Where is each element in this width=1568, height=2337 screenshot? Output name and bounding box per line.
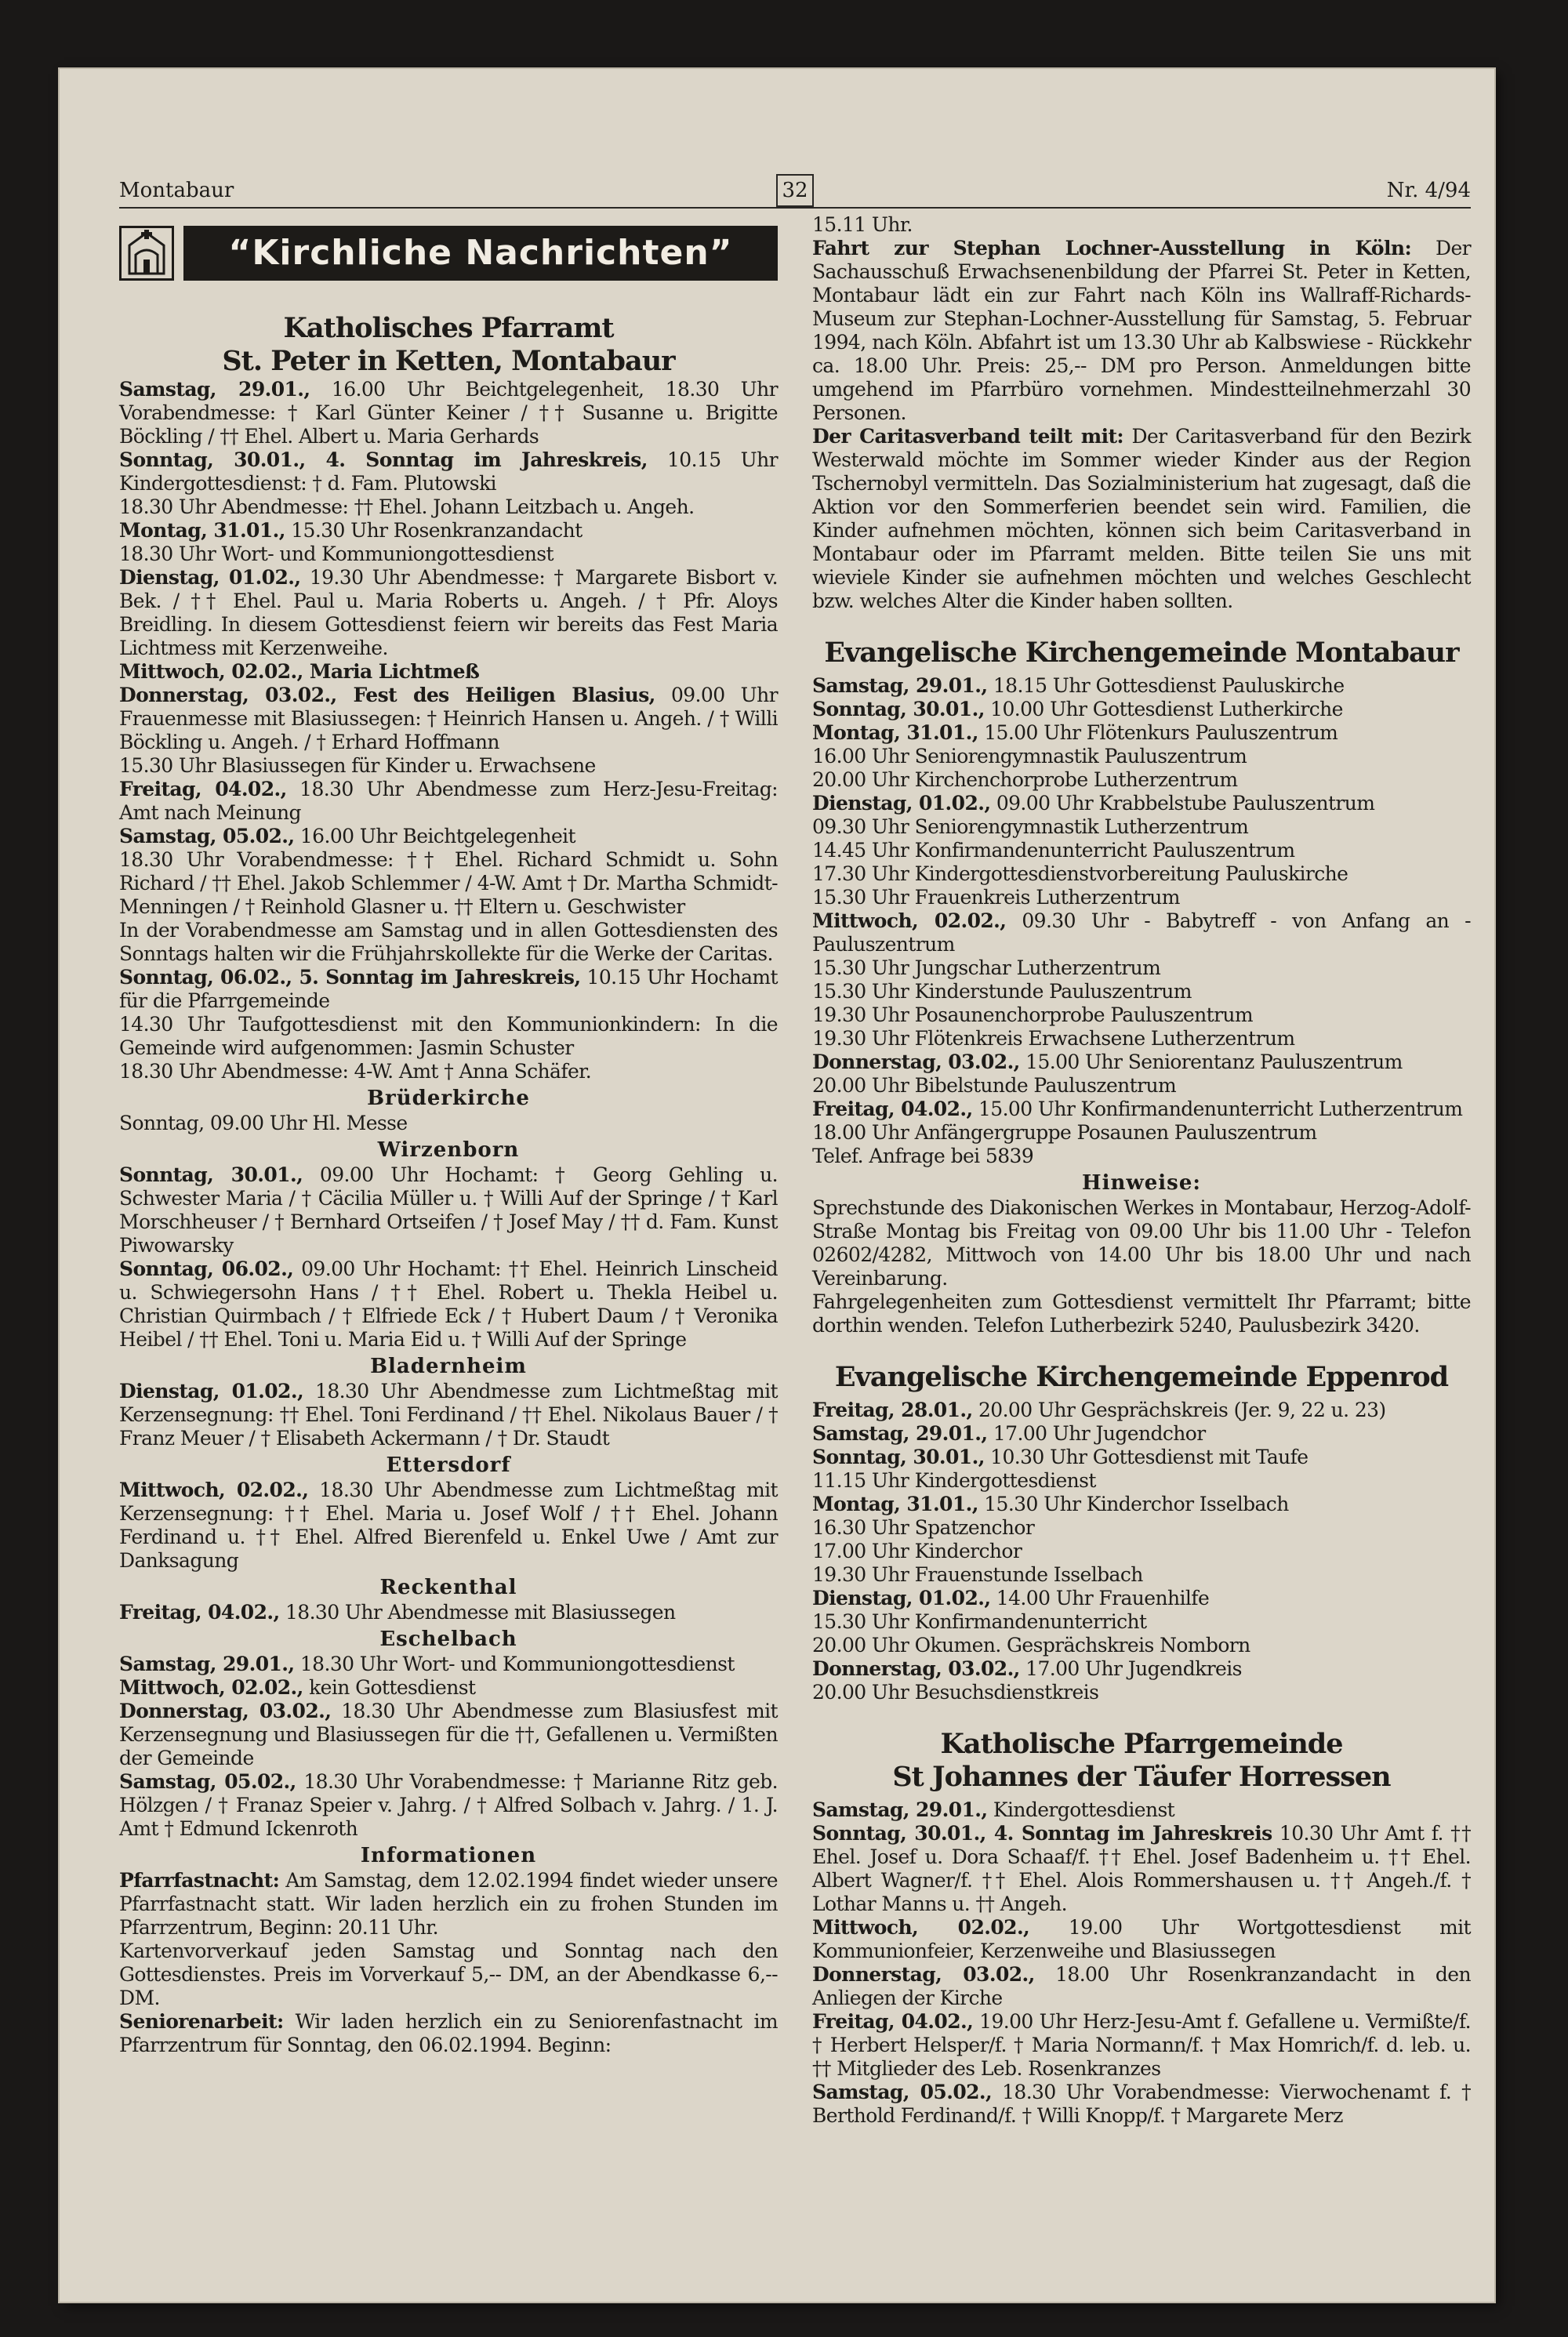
entry-date: Samstag, 29.01.,	[812, 1422, 988, 1445]
entry-date: Mittwoch, 02.02., Maria Lichtmeß	[119, 660, 480, 683]
entry-text: 16.00 Uhr Beichtgelegenheit	[294, 825, 575, 847]
entry-text: 15.30 Uhr Frauenkreis Lutherzentrum	[812, 886, 1180, 909]
entry-text: 16.00 Uhr Seniorengymnastik Pauluszentrum	[812, 745, 1247, 768]
entry-text: 18.00 Uhr Rosenkranzandacht in den Anliegen der Kirche	[812, 1963, 1471, 2009]
entry-text: 09.00 Uhr Frauenmesse mit Blasiussegen: † Heinrich Hansen u. Angeh. / † Willi Böckling u. Angeh. / † Erhard Hoffmann	[119, 684, 778, 753]
entry-text: 18.30 Uhr Abendmesse: †† Ehel. Johann Leitzbach u. Angeh.	[119, 495, 695, 518]
list-item	[119, 1257, 778, 1352]
list-item	[119, 378, 778, 448]
entry-text: Sonntag, 09.00 Uhr Hl. Messe	[119, 1112, 408, 1134]
list-item	[812, 1916, 1471, 1963]
entry-text: 18.30 Uhr Abendmesse zum Lichtmeßtag mit Kerzensegnung: †† Ehel. Toni Ferdinand / †† Ehel. Nikolaus Bauer / † Franz Meuer / † Elisabeth Ackermann / † Dr. Staudt	[119, 1380, 778, 1450]
entry-text: 18.30 Uhr Wort- und Kommuniongottesdienst	[119, 543, 554, 565]
church-logo-icon	[119, 226, 174, 281]
list-item	[119, 1013, 778, 1060]
list-item	[119, 1601, 778, 1624]
entry-text: 10.00 Uhr Gottesdienst Lutherkirche	[984, 698, 1343, 720]
entry-text: 18.00 Uhr Anfängergruppe Posaunen Pauluszentrum	[812, 1121, 1317, 1144]
list-item	[812, 1027, 1471, 1051]
entry-text: 16.30 Uhr Spatzenchor	[812, 1516, 1035, 1539]
entry-text: 18.30 Uhr Abendmesse zum Herz-Jesu-Freitag: Amt nach Meinung	[119, 778, 778, 824]
section-title: St Johannes der Täufer Horressen	[892, 1761, 1391, 1793]
list-item	[812, 698, 1471, 721]
entry-date: Samstag, 05.02.,	[119, 1770, 296, 1793]
entry-date: Samstag, 29.01.,	[812, 674, 988, 697]
list-item	[119, 2010, 778, 2057]
entry-text: 09.30 Uhr Seniorengymnastik Lutherzentrum	[812, 815, 1249, 838]
subsection-title: Bladernheim	[370, 1355, 527, 1378]
stpeter-entries	[119, 378, 778, 1083]
list-item	[812, 1963, 1471, 2010]
entry-text: In der Vorabendmesse am Samstag und in allen Gottesdiensten des Sonntags halten wir die Frühjahrskollekte für die Werke der Caritas.	[119, 919, 778, 965]
entry-text: 10.15 Uhr Hochamt für die Pfarrgemeinde	[119, 966, 778, 1012]
list-item	[812, 862, 1471, 886]
list-item	[812, 1493, 1471, 1516]
left-column	[119, 213, 778, 2057]
list-item	[812, 2081, 1471, 2128]
entry-date: Donnerstag, 03.02.,	[812, 1051, 1020, 1073]
entry-text: 09.00 Uhr Krabbelstube Pauluszentrum	[990, 792, 1375, 815]
entry-text: 17.30 Uhr Kindergottesdienstvorbereitung Pauluskirche	[812, 862, 1348, 885]
entry-text: 18.30 Uhr Abendmesse zum Lichtmeßtag mit Kerzensegnung: †† Ehel. Maria u. Josef Wolf / †† Ehel. Johann Ferdinand u. †† Ehel. Alfred Bierenfeld u. Enkel Uwe / Amt zur Danksagung	[119, 1479, 779, 1572]
list-item	[812, 1587, 1471, 1610]
subsection-title: Informationen	[360, 1844, 537, 1867]
entry-text: 15.00 Uhr Flötenkurs Pauluszentrum	[978, 721, 1338, 744]
entry-text: 19.30 Uhr Flötenkreis Erwachsene Lutherzentrum	[812, 1027, 1295, 1050]
entry-text: 15.30 Uhr Konfirmandenunterricht	[812, 1610, 1147, 1633]
entry-text: 10.30 Uhr Gottesdienst mit Taufe	[984, 1446, 1308, 1468]
list-item	[119, 1163, 778, 1257]
list-item	[812, 237, 1471, 425]
list-item	[119, 778, 778, 825]
entry-date: Der Caritasverband teilt mit:	[812, 425, 1124, 448]
entry-text: 17.00 Uhr Jugendkreis	[1019, 1657, 1242, 1680]
page-header	[119, 172, 1471, 209]
entry-date: Mittwoch, 02.02.,	[119, 1479, 309, 1501]
entry-date: Sonntag, 30.01.,	[812, 698, 985, 720]
entry-text: 18.30 Uhr Vorabendmesse: Vierwochenamt f. † Berthold Ferdinand/f. † Willi Knopp/f. † Margarete Merz	[812, 2081, 1471, 2127]
entry-date: Donnerstag, 03.02., Fest des Heiligen Blasius,	[119, 684, 655, 706]
list-item	[119, 1112, 778, 1135]
list-item	[812, 745, 1471, 768]
page-number: 32	[776, 174, 814, 207]
list-item	[119, 966, 778, 1013]
list-item	[812, 1290, 1471, 1337]
list-item	[812, 1540, 1471, 1563]
entry-text: 14.45 Uhr Konfirmandenunterricht Pauluszentrum	[812, 839, 1295, 862]
list-item	[119, 566, 778, 660]
list-item	[812, 1003, 1471, 1027]
entry-text: 20.00 Uhr Bibelstunde Pauluszentrum	[812, 1074, 1177, 1097]
list-item	[812, 1121, 1471, 1145]
entry-text: 15.30 Uhr Rosenkranzandacht	[285, 519, 583, 542]
entry-text: kein Gottesdienst	[303, 1676, 476, 1699]
list-item	[119, 519, 778, 543]
entry-date: Samstag, 05.02.,	[812, 2081, 993, 2103]
entry-text: 20.00 Uhr Kirchenchorprobe Lutherzentrum	[812, 768, 1238, 791]
list-item	[812, 839, 1471, 862]
entry-date: Dienstag, 01.02.,	[119, 566, 301, 589]
subsection-title: Reckenthal	[379, 1576, 517, 1599]
entry-date: Sonntag, 06.02., 5. Sonntag im Jahreskreis,	[119, 966, 581, 989]
subsection-title: Eschelbach	[379, 1628, 517, 1651]
entry-date: Dienstag, 01.02.,	[812, 1587, 991, 1609]
list-item	[812, 721, 1471, 745]
list-item	[812, 425, 1471, 613]
entry-text: Kindergottesdienst	[987, 1798, 1175, 1821]
list-item	[119, 825, 778, 848]
entry-text: Telef. Anfrage bei 5839	[812, 1145, 1034, 1167]
section-title: Evangelische Kirchengemeinde Montabaur	[824, 637, 1459, 669]
entry-date: Pfarrfastnacht:	[119, 1869, 280, 1892]
entry-text: 11.15 Uhr Kindergottesdienst	[812, 1469, 1096, 1492]
entry-date: Sonntag, 30.01., 4. Sonntag im Jahreskreis,	[119, 448, 648, 471]
list-item	[812, 1681, 1471, 1704]
entry-text: 18.30 Uhr Abendmesse mit Blasiussegen	[279, 1601, 676, 1624]
entry-text: 20.00 Uhr Besuchsdienstkreis	[812, 1681, 1099, 1704]
list-item	[812, 792, 1471, 815]
entry-date: Donnerstag, 03.02.,	[812, 1963, 1035, 1986]
list-item	[812, 1422, 1471, 1446]
list-item	[119, 1869, 778, 1940]
list-item	[119, 1380, 778, 1450]
entry-text: Sprechstunde des Diakonischen Werkes in Montabaur, Herzog-Adolf-Straße Montag bis Freitag von 09.00 Uhr bis 11.00 Uhr - Telefon 02602/4282, Mittwoch von 14.00 Uhr bis 18.00 Uhr und nach Vereinbarung.	[812, 1196, 1471, 1290]
list-item	[812, 2010, 1471, 2081]
entry-text: Der Caritasverband für den Bezirk Westerwald möchte im Sommer wieder Kinder aus der Region Tschernobyl vermitteln. Das Sozialministerium hat zugesagt, daß die Aktion vor den Sommerferien beendet sein wird. Familien, die Kinder aufnehmen möchten, können sich beim Caritasverband in Montabaur oder im Pfarramt melden. Bitte teilen Sie uns mit wieviele Kinder sie aufnehmen möchten und welches Geschlecht bzw. welches Alter die Kinder haben sollten.	[812, 425, 1471, 612]
list-item	[812, 1634, 1471, 1657]
entry-date: Dienstag, 01.02.,	[812, 792, 991, 815]
list-item	[119, 495, 778, 519]
entry-text: 20.00 Uhr Okumen. Gesprächskreis Nomborn	[812, 1634, 1250, 1657]
entry-date: Montag, 31.01.,	[119, 519, 285, 542]
list-item	[812, 886, 1471, 909]
entry-text: Wir laden herzlich ein zu Seniorenfastnacht im Pfarrzentrum für Sonntag, den 06.02.1994. Beginn:	[119, 2010, 778, 2056]
entry-date: Freitag, 04.02.,	[119, 778, 287, 800]
entry-date: Sonntag, 30.01., 4. Sonntag im Jahreskreis	[812, 1822, 1272, 1845]
entry-text: 15.30 Uhr Kinderchor Isselbach	[978, 1493, 1289, 1515]
entry-text: 20.00 Uhr Gesprächskreis (Jer. 9, 22 u. 23)	[972, 1399, 1386, 1421]
entry-date: Mittwoch, 02.02.,	[812, 1916, 1030, 1939]
banner-title: “Kirchliche Nachrichten”	[183, 226, 778, 281]
section-title: Evangelische Kirchengemeinde Eppenrod	[834, 1361, 1449, 1393]
list-item	[119, 543, 778, 566]
entry-text: Am Samstag, dem 12.02.1994 findet wieder unsere Pfarrfastnacht statt. Wir laden herzlich ein zu frohen Stunden im Pfarrzentrum, Beginn: 20.11 Uhr.	[119, 1869, 778, 1939]
entry-text: 18.30 Uhr Wort- und Kommuniongottesdienst	[294, 1653, 735, 1675]
list-item	[812, 674, 1471, 698]
entry-text: 17.00 Uhr Jugendchor	[987, 1422, 1206, 1445]
entry-text: Kartenvorverkauf jeden Samstag und Sonntag nach den Gottesdienstes. Preis im Vorverkauf 5,-- DM, an der Abendkasse 6,-- DM.	[119, 1940, 778, 2009]
entry-text: 14.30 Uhr Taufgottesdienst mit den Kommunionkindern: In die Gemeinde wird aufgenommen: Jasmin Schuster	[119, 1013, 778, 1059]
list-item	[119, 848, 778, 919]
entry-date: Seniorenarbeit:	[119, 2010, 284, 2033]
entry-text: Der Sachausschuß Erwachsenenbildung der Pfarrei St. Peter in Ketten, Montabaur lädt ein zur Fahrt nach Köln ins Wallraff-Richards-Museum zur Stephan-Lochner-Ausstellung für Samstag, 5. Februar 1994, nach Köln. Abfahrt ist um 13.30 Uhr ab Kalbswiese - Rückkehr ca. 18.00 Uhr. Preis: 25,-- DM pro Person. Anmeldungen bitte umgehend im Pfarrbüro vornehmen. Mindestteilnehmerzahl 30 Personen.	[812, 237, 1471, 424]
list-item	[119, 1653, 778, 1676]
entry-date: Samstag, 05.02.,	[119, 825, 295, 847]
list-item	[119, 1676, 778, 1700]
list-item	[812, 1074, 1471, 1098]
entry-text: 19.30 Uhr Frauenstunde Isselbach	[812, 1563, 1143, 1586]
list-item	[812, 1399, 1471, 1422]
section-title: Katholische Pfarrgemeinde	[940, 1728, 1343, 1760]
entry-date: Donnerstag, 03.02.,	[119, 1700, 332, 1722]
list-item	[812, 1446, 1471, 1469]
entry-text: 15.11 Uhr.	[812, 213, 913, 236]
entry-date: Montag, 31.01.,	[812, 721, 978, 744]
entry-text: 15.30 Uhr Blasiussegen für Kinder u. Erwachsene	[119, 754, 596, 777]
entry-text: 18.30 Uhr Abendmesse zum Blasiusfest mit Kerzensegnung und Blasiussegen für die ††, Gefallenen u. Vermißten der Gemeinde	[119, 1700, 778, 1769]
list-item	[812, 1822, 1471, 1916]
section-title: Katholisches Pfarramt	[283, 312, 614, 344]
list-item	[119, 1479, 778, 1573]
entry-date: Dienstag, 01.02.,	[119, 1380, 304, 1403]
subsection-title: Ettersdorf	[386, 1453, 511, 1477]
list-item	[812, 1516, 1471, 1540]
entry-text: 19.00 Uhr Wortgottesdienst mit Kommunionfeier, Kerzenweihe und Blasiussegen	[812, 1916, 1472, 1962]
entry-text: 14.00 Uhr Frauenhilfe	[990, 1587, 1210, 1609]
list-item	[119, 919, 778, 966]
list-item	[812, 980, 1471, 1003]
list-item	[812, 815, 1471, 839]
entry-text: 19.30 Uhr Abendmesse: † Margarete Bisbort v. Bek. / †† Ehel. Paul u. Maria Roberts u. Angeh. / † Pfr. Aloys Breidling. In diesem Gottesdienst feiern wir bereits das Fest Maria Lichtmess mit Kerzenweihe.	[119, 566, 778, 659]
entry-text: 09.00 Uhr Hochamt: † Georg Gehling u. Schwester Maria / † Cäcilia Müller u. † Willi Auf der Springe / † Karl Morschheuser / † Bernhard Ortseifen / † Josef May / †† d. Fam. Kunst Piwowarsky	[119, 1163, 778, 1257]
kirchliche-nachrichten-banner	[119, 226, 778, 284]
list-item	[119, 660, 778, 684]
list-item	[119, 1770, 778, 1841]
entry-text: 19.30 Uhr Posaunenchorprobe Pauluszentrum	[812, 1003, 1254, 1026]
entry-text: 10.30 Uhr Amt f. †† Ehel. Josef u. Dora Schaaf/f. †† Ehel. Josef Badenheim u. †† Ehel. Albert Wagner/f. †† Ehel. Alois Rommershausen u. †† Angeh./f. † Lothar Manns u. †† Angeh.	[812, 1822, 1471, 1915]
list-item	[812, 909, 1471, 956]
list-item	[812, 1657, 1471, 1681]
list-item	[812, 956, 1471, 980]
entry-text: 18.30 Uhr Vorabendmesse: † Marianne Ritz geb. Hölzgen / † Franaz Speier v. Jahrg. / † Alfred Solbach v. Jahrg. / 1. J. Amt † Edmund Ickenroth	[119, 1770, 778, 1840]
subsection-title: Brüderkirche	[367, 1087, 530, 1110]
entry-date: Freitag, 04.02.,	[119, 1601, 280, 1624]
entry-text: 17.00 Uhr Kinderchor	[812, 1540, 1022, 1562]
entry-date: Freitag, 04.02.,	[812, 2010, 974, 2033]
entry-date: Montag, 31.01.,	[812, 1493, 978, 1515]
list-item	[812, 768, 1471, 792]
entry-date: Sonntag, 30.01.,	[812, 1446, 985, 1468]
entry-text: 09.00 Uhr Hochamt: †† Ehel. Heinrich Linscheid u. Schwiegersohn Hans / †† Ehel. Robert u. Thekla Heibel u. Christian Quirmbach / † Elfriede Eck / † Hubert Daum / † Veronika Heibel / †† Ehel. Toni u. Maria Eid u. † Willi Auf der Springe	[119, 1257, 778, 1351]
entry-text: 18.15 Uhr Gottesdienst Pauluskirche	[987, 674, 1345, 697]
list-item	[812, 1798, 1471, 1822]
section-title: St. Peter in Ketten, Montabaur	[222, 345, 675, 377]
entry-date: Samstag, 29.01.,	[812, 1798, 988, 1821]
issue-number: Nr. 4/94	[1386, 179, 1471, 202]
list-item	[812, 1196, 1471, 1290]
entry-date: Fahrt zur Stephan Lochner-Ausstellung in Köln:	[812, 237, 1412, 259]
entry-date: Mittwoch, 02.02.,	[812, 909, 1007, 932]
list-item	[812, 1610, 1471, 1634]
entry-text: 18.30 Uhr Abendmesse: 4-W. Amt † Anna Schäfer.	[119, 1060, 592, 1083]
entry-date: Freitag, 04.02.,	[812, 1098, 973, 1120]
entry-text: 10.15 Uhr Kindergottesdienst: † d. Fam. Plutowski	[119, 448, 778, 495]
list-item	[812, 1469, 1471, 1493]
list-item	[119, 1700, 778, 1770]
entry-date: Sonntag, 06.02.,	[119, 1257, 294, 1280]
entry-date: Freitag, 28.01.,	[812, 1399, 973, 1421]
list-item	[812, 1098, 1471, 1121]
entry-text: 15.00 Uhr Seniorentanz Pauluszentrum	[1019, 1051, 1403, 1073]
list-item	[119, 754, 778, 778]
entry-text: 15.00 Uhr Konfirmandenunterricht Lutherzentrum	[972, 1098, 1463, 1120]
entry-date: Sonntag, 30.01.,	[119, 1163, 303, 1186]
entry-text: 15.30 Uhr Jungschar Lutherzentrum	[812, 956, 1161, 979]
entry-text: 19.00 Uhr Herz-Jesu-Amt f. Gefallene u. Vermißte/f. † Herbert Helsper/f. † Maria Normann/f. † Max Homrich/f. d. leb. u. †† Mitglieder des Leb. Rosenkranzes	[812, 2010, 1472, 2080]
entry-date: Donnerstag, 03.02.,	[812, 1657, 1020, 1680]
entry-text: 18.30 Uhr Vorabendmesse: †† Ehel. Richard Schmidt u. Sohn Richard / †† Ehel. Jakob Schlemmer / 4-W. Amt † Dr. Martha Schmidt-Menningen / † Reinhold Glasner u. †† Eltern u. Geschwister	[119, 848, 778, 918]
subsection-title: Hinweise:	[1082, 1171, 1201, 1195]
entry-date: Samstag, 29.01.,	[119, 378, 310, 401]
list-item	[812, 1051, 1471, 1074]
entry-text: 09.30 Uhr - Babytreff - von Anfang an - Pauluszentrum	[812, 909, 1471, 956]
list-item	[119, 448, 778, 495]
entry-text: 16.00 Uhr Beichtgelegenheit, 18.30 Uhr Vorabendmesse: † Karl Günter Keiner / †† Susanne u. Brigitte Böckling / †† Ehel. Albert u. Maria Gerhards	[119, 378, 778, 448]
header-place: Montabaur	[119, 179, 234, 202]
entry-text: 15.30 Uhr Kinderstunde Pauluszentrum	[812, 980, 1192, 1003]
entry-text: Fahrgelegenheiten zum Gottesdienst vermittelt Ihr Pfarramt; bitte dorthin wenden. Telefon Lutherbezirk 5240, Paulusbezirk 3420.	[812, 1290, 1471, 1337]
list-item	[119, 1060, 778, 1083]
list-item	[119, 684, 778, 754]
entry-date: Samstag, 29.01.,	[119, 1653, 295, 1675]
list-item	[812, 1563, 1471, 1587]
entry-date: Mittwoch, 02.02.,	[119, 1676, 303, 1699]
subsection-title: Wirzenborn	[377, 1138, 520, 1162]
right-column	[812, 213, 1471, 2128]
list-item	[812, 1145, 1471, 1168]
list-item	[119, 1940, 778, 2010]
list-item	[812, 213, 1471, 237]
